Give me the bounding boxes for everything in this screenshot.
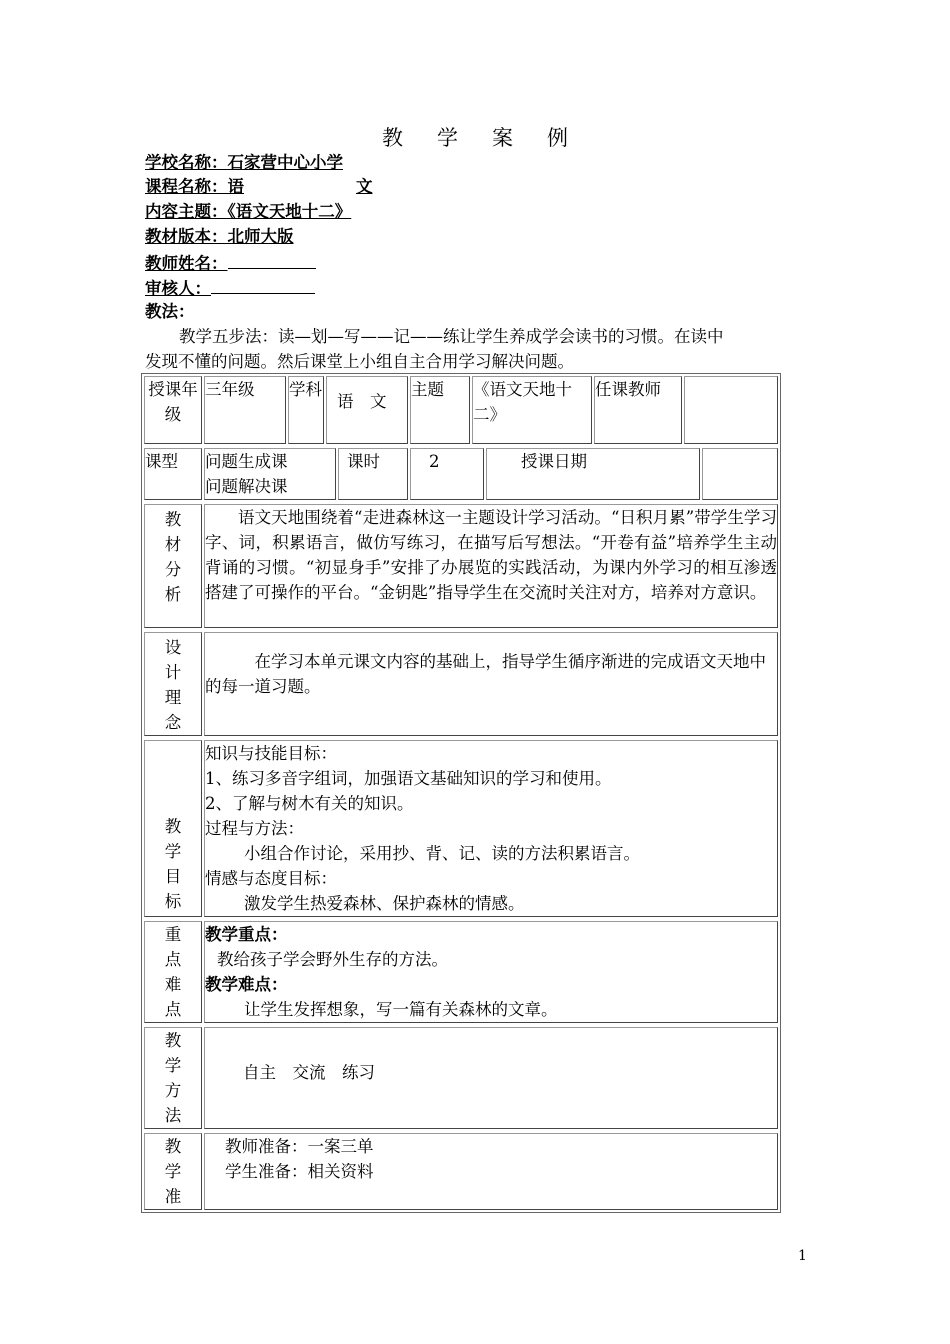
teacher-name: 教师姓名： (145, 250, 316, 276)
analysis-text: 语文天地围绕着“走进森林这一主题设计学习活动。“日积月累”带学生学习字、词，积累语言，做仿写练习，在描写后写想法。“开卷有益”培养学生主动背诵的习惯。“初显身手”安排了办展览的实践活动，为课内外学习的相互渗透搭建了可操作的平台。“金钥匙”指导学生在交流时关注对方，培养对方意识。 (204, 504, 778, 628)
prep-label (144, 1133, 202, 1210)
analysis-label-text: 教材分析 (164, 510, 182, 604)
method-description (145, 324, 810, 374)
page-title: 教学案例 (382, 126, 602, 150)
analysis-label (144, 504, 202, 628)
goal-line: 2、了解与树木有关的知识。 (205, 794, 414, 813)
textbook-edition: 教材版本：北师大版 (145, 227, 294, 246)
content-topic: 内容主题：《语文天地十二》 (145, 202, 352, 221)
goal-line: 过程与方法： (205, 819, 304, 838)
student-prep: 学生准备：相关资料 (225, 1162, 374, 1181)
type-value (204, 448, 336, 500)
teacher-value (684, 376, 778, 444)
concept-label-text: 设计理念 (164, 638, 182, 732)
intro-line: 教学五步法：读—划—写——记——练让学生养成学会读书的习惯。在读中 (179, 327, 724, 346)
type-line: 问题解决课 (205, 477, 288, 496)
row-lesson-type (142, 446, 780, 502)
keys-label (144, 921, 202, 1023)
row-material-analysis (142, 502, 780, 630)
goals-label-text: 教学目标 (164, 817, 182, 911)
type-label: 课型 (144, 448, 202, 500)
row-teaching-goals (142, 738, 780, 919)
methods-text: 自主 交流 练习 (204, 1027, 778, 1129)
grade-value: 三年级 (204, 376, 286, 444)
row-basic-info (142, 374, 780, 446)
intro-line: 发现不懂的问题。然后课堂上小组自主合用学习解决问题。 (145, 352, 574, 371)
methods-label (144, 1027, 202, 1129)
row-preparation (142, 1131, 780, 1212)
school-name: 学校名称：石家营中心小学 (145, 153, 343, 172)
concept-label (144, 632, 202, 736)
reviewer: 审核人： (145, 275, 315, 301)
key-point-text: 教给孩子学会野外生存的方法。 (217, 950, 448, 969)
keys-label-text: 重点难点 (164, 925, 182, 1019)
goal-line: 情感与态度目标： (205, 869, 337, 888)
grade-label: 授课年级 (144, 376, 202, 444)
type-line: 问题生成课 (205, 452, 288, 471)
goal-line: 1、练习多音字组词，加强语文基础知识的学习和使用。 (205, 769, 612, 788)
teacher-prep: 教师准备：一案三单 (225, 1137, 374, 1156)
page-number: 1 (798, 1248, 807, 1264)
row-design-concept (142, 630, 780, 738)
goals-label (144, 740, 202, 917)
date-value (702, 448, 778, 500)
course-name: 课程名称：语 文 (145, 177, 373, 196)
prep-label-text: 教学准 (164, 1137, 182, 1206)
topic-label: 主题 (410, 376, 470, 444)
prep-content (204, 1133, 778, 1210)
goal-line: 知识与技能目标： (205, 744, 337, 763)
keys-content (204, 921, 778, 1023)
methods-label-text: 教学方法 (164, 1031, 182, 1125)
difficulty-title: 教学难点： (205, 975, 288, 994)
teaching-method-label: 教法： (145, 302, 195, 321)
teacher-label: 任课教师 (594, 376, 682, 444)
goals-content (204, 740, 778, 917)
goal-line: 小组合作讨论，采用抄、背、记、读的方法积累语言。 (244, 844, 640, 863)
topic-value: 《语文天地十二》 (472, 376, 592, 444)
hours-label: 课时 (338, 448, 408, 500)
goal-line: 激发学生热爱森林、保护森林的情感。 (244, 894, 525, 913)
lesson-table (141, 373, 781, 1213)
subject-value: 语 文 (326, 376, 408, 444)
concept-text: 在学习本单元课文内容的基础上，指导学生循序渐进的完成语文天地中的每一道习题。 (204, 632, 778, 736)
hours-value: 2 (410, 448, 484, 500)
difficulty-text: 让学生发挥想象，写一篇有关森林的文章。 (244, 1000, 558, 1019)
row-key-points (142, 919, 780, 1025)
subject-label: 学科 (288, 376, 324, 444)
key-point-title: 教学重点： (205, 925, 288, 944)
date-label: 授课日期 (486, 448, 700, 500)
row-teaching-methods (142, 1025, 780, 1131)
